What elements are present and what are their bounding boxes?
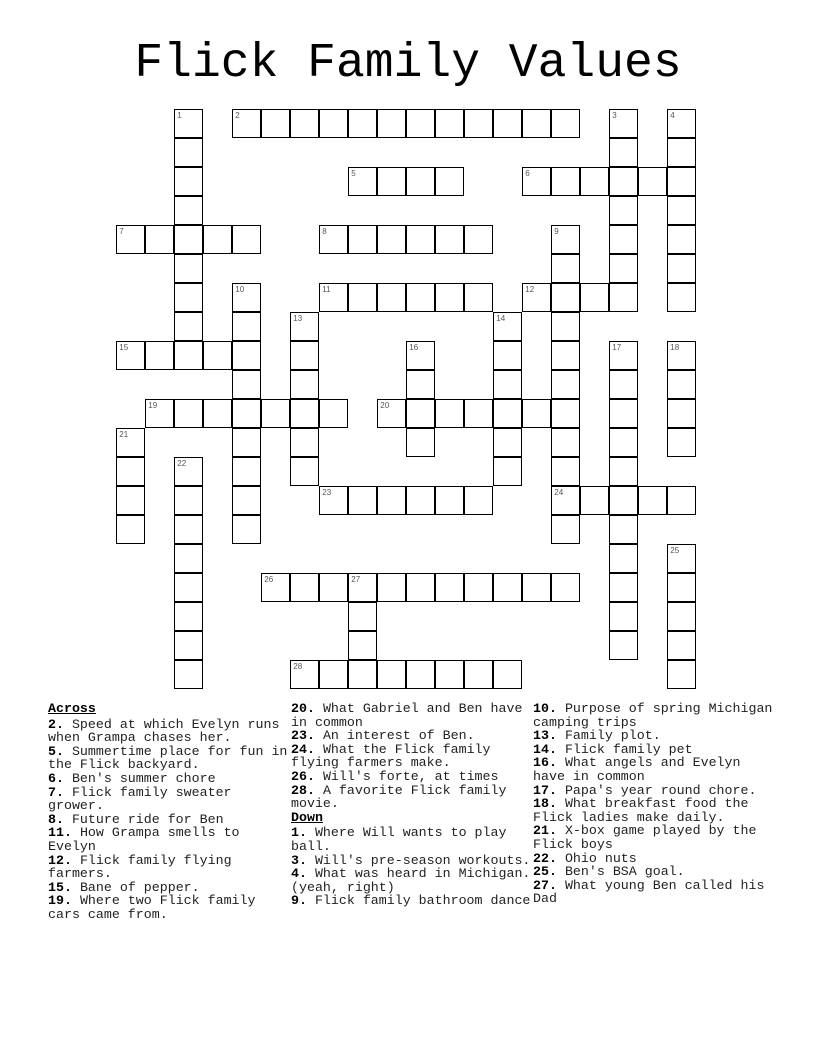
grid-cell[interactable] [377,486,406,515]
grid-cell[interactable] [174,660,203,689]
clue-down-3: 3. Will's pre-season workouts. [291,852,531,868]
grid-cell[interactable] [232,312,261,341]
grid-cell[interactable] [377,225,406,254]
clue-across-5: 5. Summertime place for fun in the Flick backyard. [48,743,288,773]
grid-cell[interactable] [319,109,348,138]
grid-cell[interactable] [319,399,348,428]
grid-cell[interactable] [522,283,551,312]
clue-across-23: 23. An interest of Ben. [291,728,475,744]
grid-cell[interactable] [609,486,638,515]
grid-cell[interactable] [145,341,174,370]
cell-number: 17 [612,343,622,353]
grid-cell[interactable] [464,283,493,312]
grid-cell[interactable] [551,428,580,457]
clue-across-12: 12. Flick family flying farmers. [48,852,232,882]
cell-number: 20 [380,401,390,411]
grid-cell[interactable] [667,283,696,312]
grid-cell[interactable] [464,573,493,602]
grid-cell[interactable] [261,573,290,602]
grid-cell[interactable] [203,341,232,370]
grid-cell[interactable] [667,167,696,196]
grid-cell[interactable] [348,283,377,312]
cell-number: 15 [119,343,129,353]
grid-cell[interactable] [290,428,319,457]
cell-number: 5 [351,169,356,179]
grid-cell[interactable] [580,167,609,196]
cell-number: 14 [496,314,506,324]
cell-number: 24 [554,488,564,498]
grid-cell[interactable] [667,138,696,167]
grid-cell[interactable] [667,660,696,689]
cell-number: 2 [235,111,240,121]
grid-cell[interactable] [116,486,145,515]
cell-number: 18 [670,343,680,353]
grid-cell[interactable] [609,457,638,486]
cell-number: 16 [409,343,419,353]
grid-cell[interactable] [667,225,696,254]
grid-cell[interactable] [290,341,319,370]
grid-cell[interactable] [377,109,406,138]
grid-cell[interactable] [232,486,261,515]
puzzle-title: Flick Family Values [134,37,682,91]
grid-cell[interactable] [493,457,522,486]
grid-cell[interactable] [435,399,464,428]
grid-cell[interactable] [609,341,638,370]
grid-cell[interactable] [174,167,203,196]
grid-cell[interactable] [348,660,377,689]
grid-cell[interactable] [667,399,696,428]
grid-cell[interactable] [609,167,638,196]
grid-cell[interactable] [232,283,261,312]
cell-number: 9 [554,227,559,237]
grid-cell[interactable] [116,225,145,254]
cell-number: 12 [525,285,535,295]
grid-cell[interactable] [638,486,667,515]
cell-number: 6 [525,169,530,179]
grid-cell[interactable] [319,283,348,312]
grid-cell[interactable] [232,341,261,370]
grid-cell[interactable] [435,109,464,138]
grid-cell[interactable] [377,573,406,602]
grid-cell[interactable] [290,370,319,399]
grid-cell[interactable] [319,660,348,689]
cell-number: 25 [670,546,680,556]
grid-cell[interactable] [667,196,696,225]
grid-cell[interactable] [174,399,203,428]
grid-cell[interactable] [551,457,580,486]
grid-cell[interactable] [145,225,174,254]
grid-cell[interactable] [406,399,435,428]
grid-cell[interactable] [116,515,145,544]
grid-cell[interactable] [116,457,145,486]
grid-cell[interactable] [551,109,580,138]
grid-cell[interactable] [174,196,203,225]
cell-number: 1 [177,111,182,121]
grid-cell[interactable] [406,370,435,399]
clue-down-10: 10. Purpose of spring Michigan camping trips [533,701,773,730]
grid-cell[interactable] [232,370,261,399]
grid-cell[interactable] [232,457,261,486]
clue-down-21: 21. X-box game played by the Flick boys [533,823,757,852]
grid-cell[interactable] [319,573,348,602]
grid-cell[interactable] [435,167,464,196]
grid-cell[interactable] [551,341,580,370]
grid-cell[interactable] [232,225,261,254]
grid-cell[interactable] [493,109,522,138]
grid-cell[interactable] [493,370,522,399]
grid-cell[interactable] [493,341,522,370]
grid-cell[interactable] [638,167,667,196]
grid-cell[interactable] [406,660,435,689]
grid-cell[interactable] [493,428,522,457]
grid-cell[interactable] [290,109,319,138]
cell-number: 19 [148,401,158,411]
grid-cell[interactable] [290,457,319,486]
grid-cell[interactable] [493,573,522,602]
grid-cell[interactable] [609,370,638,399]
grid-cell[interactable] [290,660,319,689]
clue-down-25: 25. Ben's BSA goal. [533,864,685,880]
clue-across-7: 7. Flick family sweater grower. [48,784,232,814]
grid-cell[interactable] [551,515,580,544]
grid-cell[interactable] [174,225,203,254]
grid-cell[interactable] [377,167,406,196]
grid-cell[interactable] [609,602,638,631]
grid-cell[interactable] [551,370,580,399]
grid-cell[interactable] [580,486,609,515]
grid-cell[interactable] [435,283,464,312]
cell-number: 23 [322,488,332,498]
grid-cell[interactable] [522,573,551,602]
grid-cell[interactable] [406,486,435,515]
down-heading: Down [291,809,323,825]
grid-cell[interactable] [667,341,696,370]
grid-cell[interactable] [493,660,522,689]
cell-number: 11 [322,285,331,295]
grid-cell[interactable] [435,486,464,515]
grid-cell[interactable] [319,225,348,254]
grid-cell[interactable] [174,486,203,515]
grid-cell[interactable] [174,283,203,312]
grid-cell[interactable] [667,486,696,515]
grid-cell[interactable] [174,457,203,486]
clue-down-1: 1. Where Will wants to play ball. [291,825,507,854]
grid-cell[interactable] [348,167,377,196]
grid-cell[interactable] [377,399,406,428]
grid-cell[interactable] [348,573,377,602]
grid-cell[interactable] [406,573,435,602]
grid-cell[interactable] [290,312,319,341]
cell-number: 3 [612,111,617,121]
grid-cell[interactable] [522,167,551,196]
grid-cell[interactable] [609,254,638,283]
clue-down-17: 17. Papa's year round chore. [533,782,757,798]
grid-cell[interactable] [580,283,609,312]
grid-cell[interactable] [406,225,435,254]
grid-cell[interactable] [551,486,580,515]
grid-cell[interactable] [174,573,203,602]
grid-cell[interactable] [174,631,203,660]
grid-cell[interactable] [493,312,522,341]
grid-cell[interactable] [551,254,580,283]
grid-cell[interactable] [464,399,493,428]
clue-down-9: 9. Flick family bathroom dance [291,893,531,909]
clue-across-2: 2. Speed at which Evelyn runs when Grampa chases her. [48,716,280,746]
grid-cell[interactable] [203,399,232,428]
grid-cell[interactable] [232,109,261,138]
clue-across-11: 11. How Grampa smells to Evelyn [48,825,240,854]
grid-cell[interactable] [609,544,638,573]
grid-cell[interactable] [667,428,696,457]
clue-across-6: 6. Ben's summer chore [48,770,216,786]
grid-cell[interactable] [232,428,261,457]
grid-cell[interactable] [609,196,638,225]
grid-cell[interactable] [348,631,377,660]
grid-cell[interactable] [348,486,377,515]
grid-cell[interactable] [609,109,638,138]
clue-across-19: 19. Where two Flick family cars came from. [48,893,256,922]
cell-number: 7 [119,227,124,237]
cell-number: 26 [264,575,274,585]
grid-cell[interactable] [174,138,203,167]
grid-cell[interactable] [667,370,696,399]
clue-across-8: 8. Future ride for Ben [48,811,224,827]
grid-cell[interactable] [174,312,203,341]
grid-cell[interactable] [261,109,290,138]
grid-cell[interactable] [406,341,435,370]
clue-across-24: 24. What the Flick family flying farmers make. [291,741,491,771]
grid-cell[interactable] [406,109,435,138]
clue-down-13: 13. Family plot. [533,728,661,744]
grid-cell[interactable] [667,631,696,660]
clue-across-20: 20. What Gabriel and Ben have in common [291,701,523,730]
cell-number: 27 [351,575,361,585]
clues-column-1 [48,702,288,922]
grid-cell[interactable] [290,399,319,428]
grid-cell[interactable] [667,254,696,283]
grid-cell[interactable] [609,399,638,428]
cell-number: 21 [119,430,129,440]
clue-across-28: 28. A favorite Flick family movie. [291,782,507,812]
grid-cell[interactable] [290,573,319,602]
grid-cell[interactable] [406,283,435,312]
grid-cell[interactable] [174,602,203,631]
cell-number: 4 [670,111,675,121]
across-heading: Across [48,701,96,716]
grid-cell[interactable] [203,225,232,254]
cell-number: 28 [293,662,303,672]
grid-cell[interactable] [464,225,493,254]
clue-down-16: 16. What angels and Evelyn have in common [533,755,741,784]
clue-down-18: 18. What breakfast food the Flick ladies make daily. [533,796,749,825]
grid-cell[interactable] [609,138,638,167]
grid-cell[interactable] [406,428,435,457]
grid-cell[interactable] [609,573,638,602]
grid-cell[interactable] [609,283,638,312]
grid-cell[interactable] [609,428,638,457]
grid-cell[interactable] [174,515,203,544]
grid-cell[interactable] [609,515,638,544]
cell-number: 22 [177,459,187,469]
grid-cell[interactable] [667,573,696,602]
clue-down-27: 27. What young Ben called his Dad [533,877,765,907]
grid-cell[interactable] [522,109,551,138]
grid-cell[interactable] [464,660,493,689]
grid-cell[interactable] [348,109,377,138]
grid-cell[interactable] [232,399,261,428]
grid-cell[interactable] [551,399,580,428]
grid-cell[interactable] [551,312,580,341]
grid-cell[interactable] [667,109,696,138]
grid-cell[interactable] [551,225,580,254]
grid-cell[interactable] [435,573,464,602]
grid-cell[interactable] [435,660,464,689]
grid-cell[interactable] [348,225,377,254]
clue-down-22: 22. Ohio nuts [533,850,637,866]
grid-cell[interactable] [377,283,406,312]
grid-cell[interactable] [377,660,406,689]
grid-cell[interactable] [406,167,435,196]
grid-cell[interactable] [116,341,145,370]
grid-cell[interactable] [348,602,377,631]
grid-cell[interactable] [261,399,290,428]
clues-column-2 [291,702,531,908]
clue-across-15: 15. Bane of pepper. [48,879,200,895]
clues-column-3 [533,702,773,906]
grid-cell[interactable] [174,109,203,138]
grid-cell[interactable] [551,573,580,602]
grid-cell[interactable] [174,254,203,283]
grid-cell[interactable] [522,399,551,428]
grid-cell[interactable] [232,515,261,544]
grid-cell[interactable] [609,631,638,660]
grid-cell[interactable] [551,167,580,196]
clue-down-14: 14. Flick family pet [533,741,693,757]
grid-cell[interactable] [464,486,493,515]
grid-cell[interactable] [145,399,174,428]
grid-cell[interactable] [174,544,203,573]
grid-cell[interactable] [667,544,696,573]
clue-across-26: 26. Will's forte, at times [291,768,499,784]
grid-cell[interactable] [551,283,580,312]
grid-cell[interactable] [435,225,464,254]
grid-cell[interactable] [174,341,203,370]
cell-number: 10 [235,285,245,295]
grid-cell[interactable] [493,399,522,428]
cell-number: 8 [322,227,327,237]
clue-down-4: 4. What was heard in Michigan. (yeah, right) [291,866,531,895]
grid-cell[interactable] [667,602,696,631]
grid-cell[interactable] [116,428,145,457]
grid-cell[interactable] [609,225,638,254]
cell-number: 13 [293,314,303,324]
grid-cell[interactable] [319,486,348,515]
grid-cell[interactable] [464,109,493,138]
